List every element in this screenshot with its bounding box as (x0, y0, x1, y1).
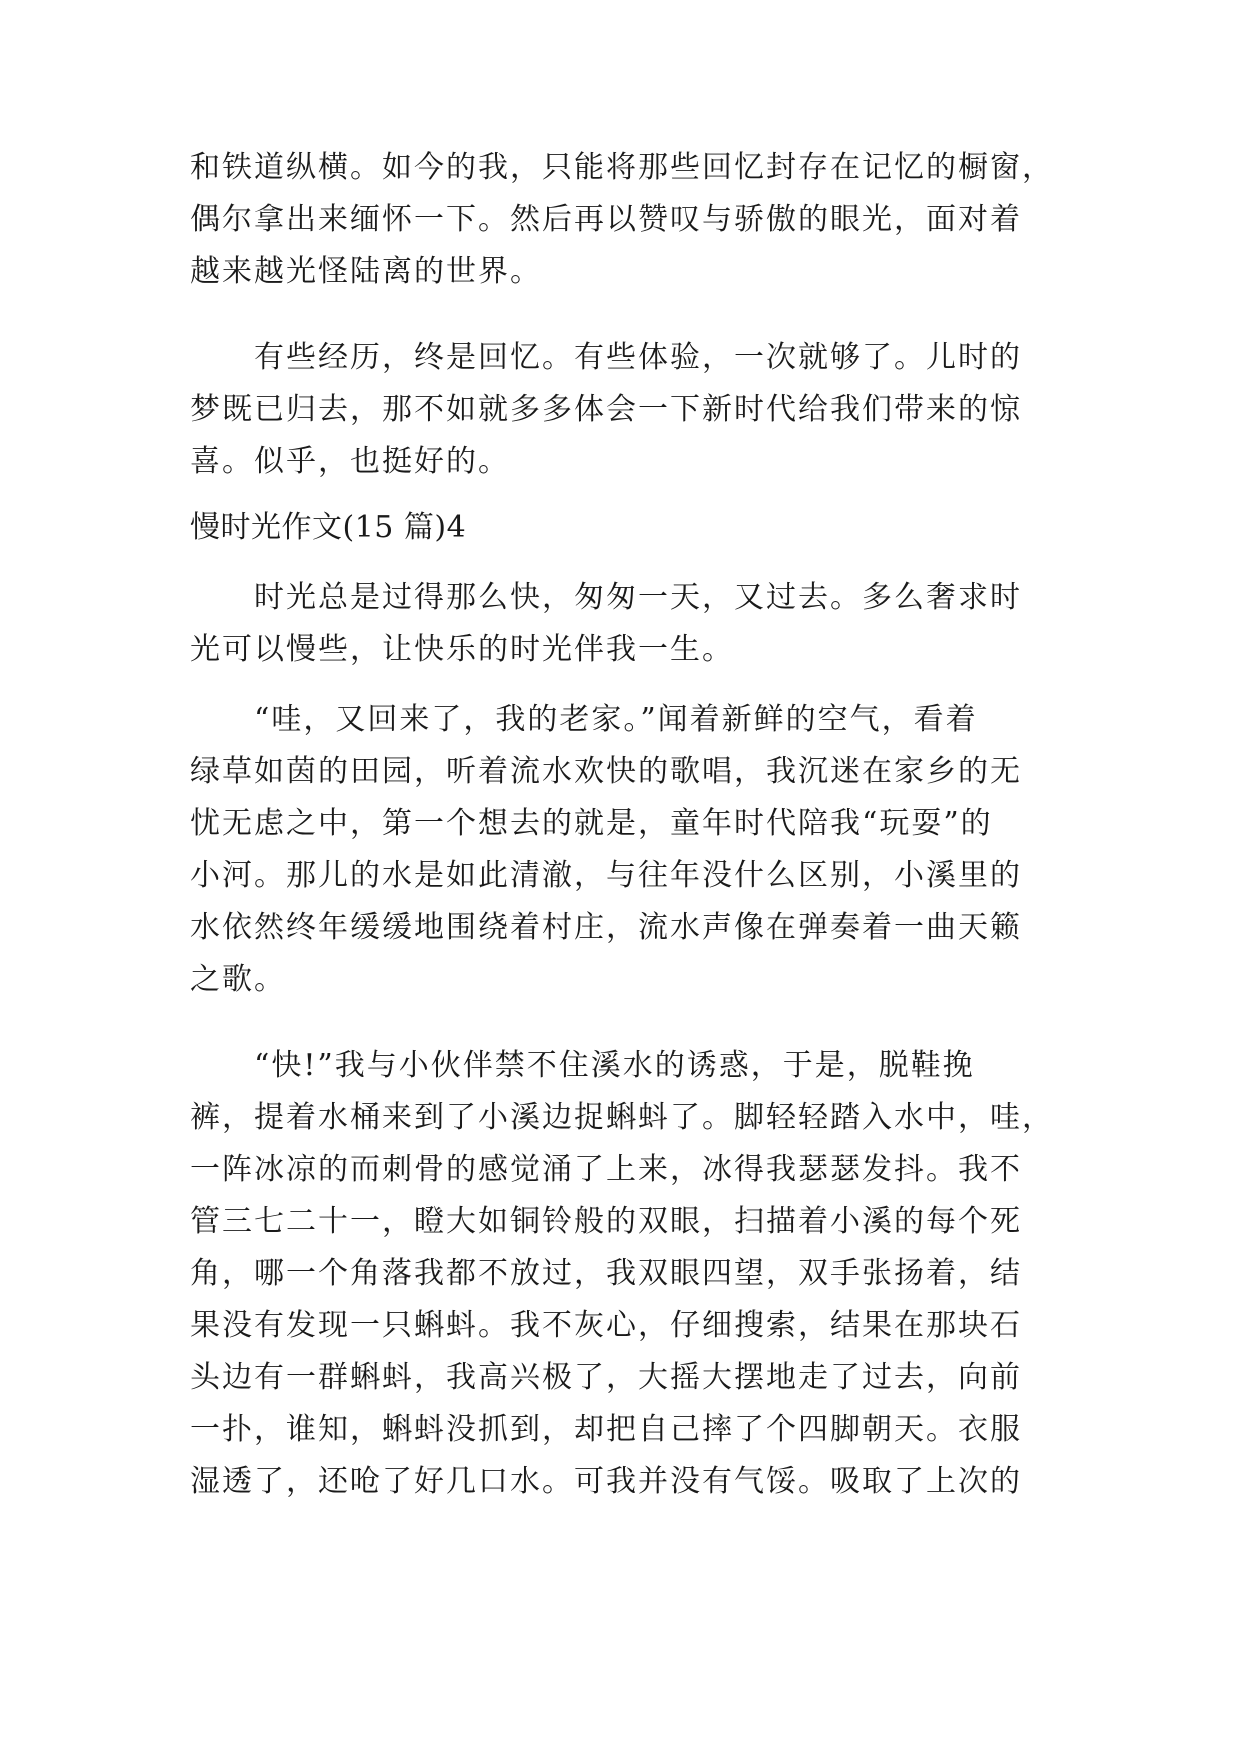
paragraph-line: “快!”我与小伙伴禁不住溪水的诱惑，于是，脱鞋挽 (254, 1048, 975, 1083)
paragraph-line: 越来越光怪陆离的世界。 (190, 254, 542, 289)
paragraph-line: 忧无虑之中，第一个想去的就是，童年时代陪我“玩耍”的 (190, 806, 993, 841)
paragraph-line: 梦既已归去，那不如就多多体会一下新时代给我们带来的惊 (190, 392, 1022, 427)
paragraph-line: 绿草如茵的田园，听着流水欢快的歌唱，我沉迷在家乡的无 (190, 754, 1022, 789)
paragraph-line: 和铁道纵横。如今的我，只能将那些回忆封存在记忆的橱窗， (190, 150, 1054, 185)
paragraph-line: 果没有发现一只蝌蚪。我不灰心，仔细搜索，结果在那块石 (190, 1308, 1022, 1343)
section-heading: 慢时光作文(15 篇)4 (190, 510, 467, 545)
paragraph-line: 湿透了，还呛了好几口水。可我并没有气馁。吸取了上次的 (190, 1464, 1022, 1499)
paragraph-line: 管三七二十一，瞪大如铜铃般的双眼，扫描着小溪的每个死 (190, 1204, 1022, 1239)
paragraph-line: 偶尔拿出来缅怀一下。然后再以赞叹与骄傲的眼光，面对着 (190, 202, 1022, 237)
paragraph-line: 水依然终年缓缓地围绕着村庄，流水声像在弹奏着一曲天籁 (190, 910, 1022, 945)
paragraph-line: 头边有一群蝌蚪，我高兴极了，大摇大摆地走了过去，向前 (190, 1360, 1022, 1395)
paragraph-line: 喜。似乎，也挺好的。 (190, 444, 510, 479)
paragraph-line: 裤，提着水桶来到了小溪边捉蝌蚪了。脚轻轻踏入水中，哇， (190, 1100, 1054, 1135)
paragraph-line: 有些经历，终是回忆。有些体验，一次就够了。儿时的 (254, 340, 1022, 375)
paragraph-line: “哇，又回来了，我的老家。”闻着新鲜的空气，看着 (254, 702, 978, 737)
paragraph-line: 一扑，谁知，蝌蚪没抓到，却把自己摔了个四脚朝天。衣服 (190, 1412, 1022, 1447)
paragraph-line: 之歌。 (190, 962, 286, 997)
paragraph-line: 角，哪一个角落我都不放过，我双眼四望，双手张扬着，结 (190, 1256, 1022, 1291)
paragraph-line: 时光总是过得那么快，匆匆一天，又过去。多么奢求时 (254, 580, 1022, 615)
paragraph-line: 光可以慢些，让快乐的时光伴我一生。 (190, 632, 734, 667)
paragraph-line: 一阵冰凉的而刺骨的感觉涌了上来，冰得我瑟瑟发抖。我不 (190, 1152, 1022, 1187)
paragraph-line: 小河。那儿的水是如此清澈，与往年没什么区别，小溪里的 (190, 858, 1022, 893)
